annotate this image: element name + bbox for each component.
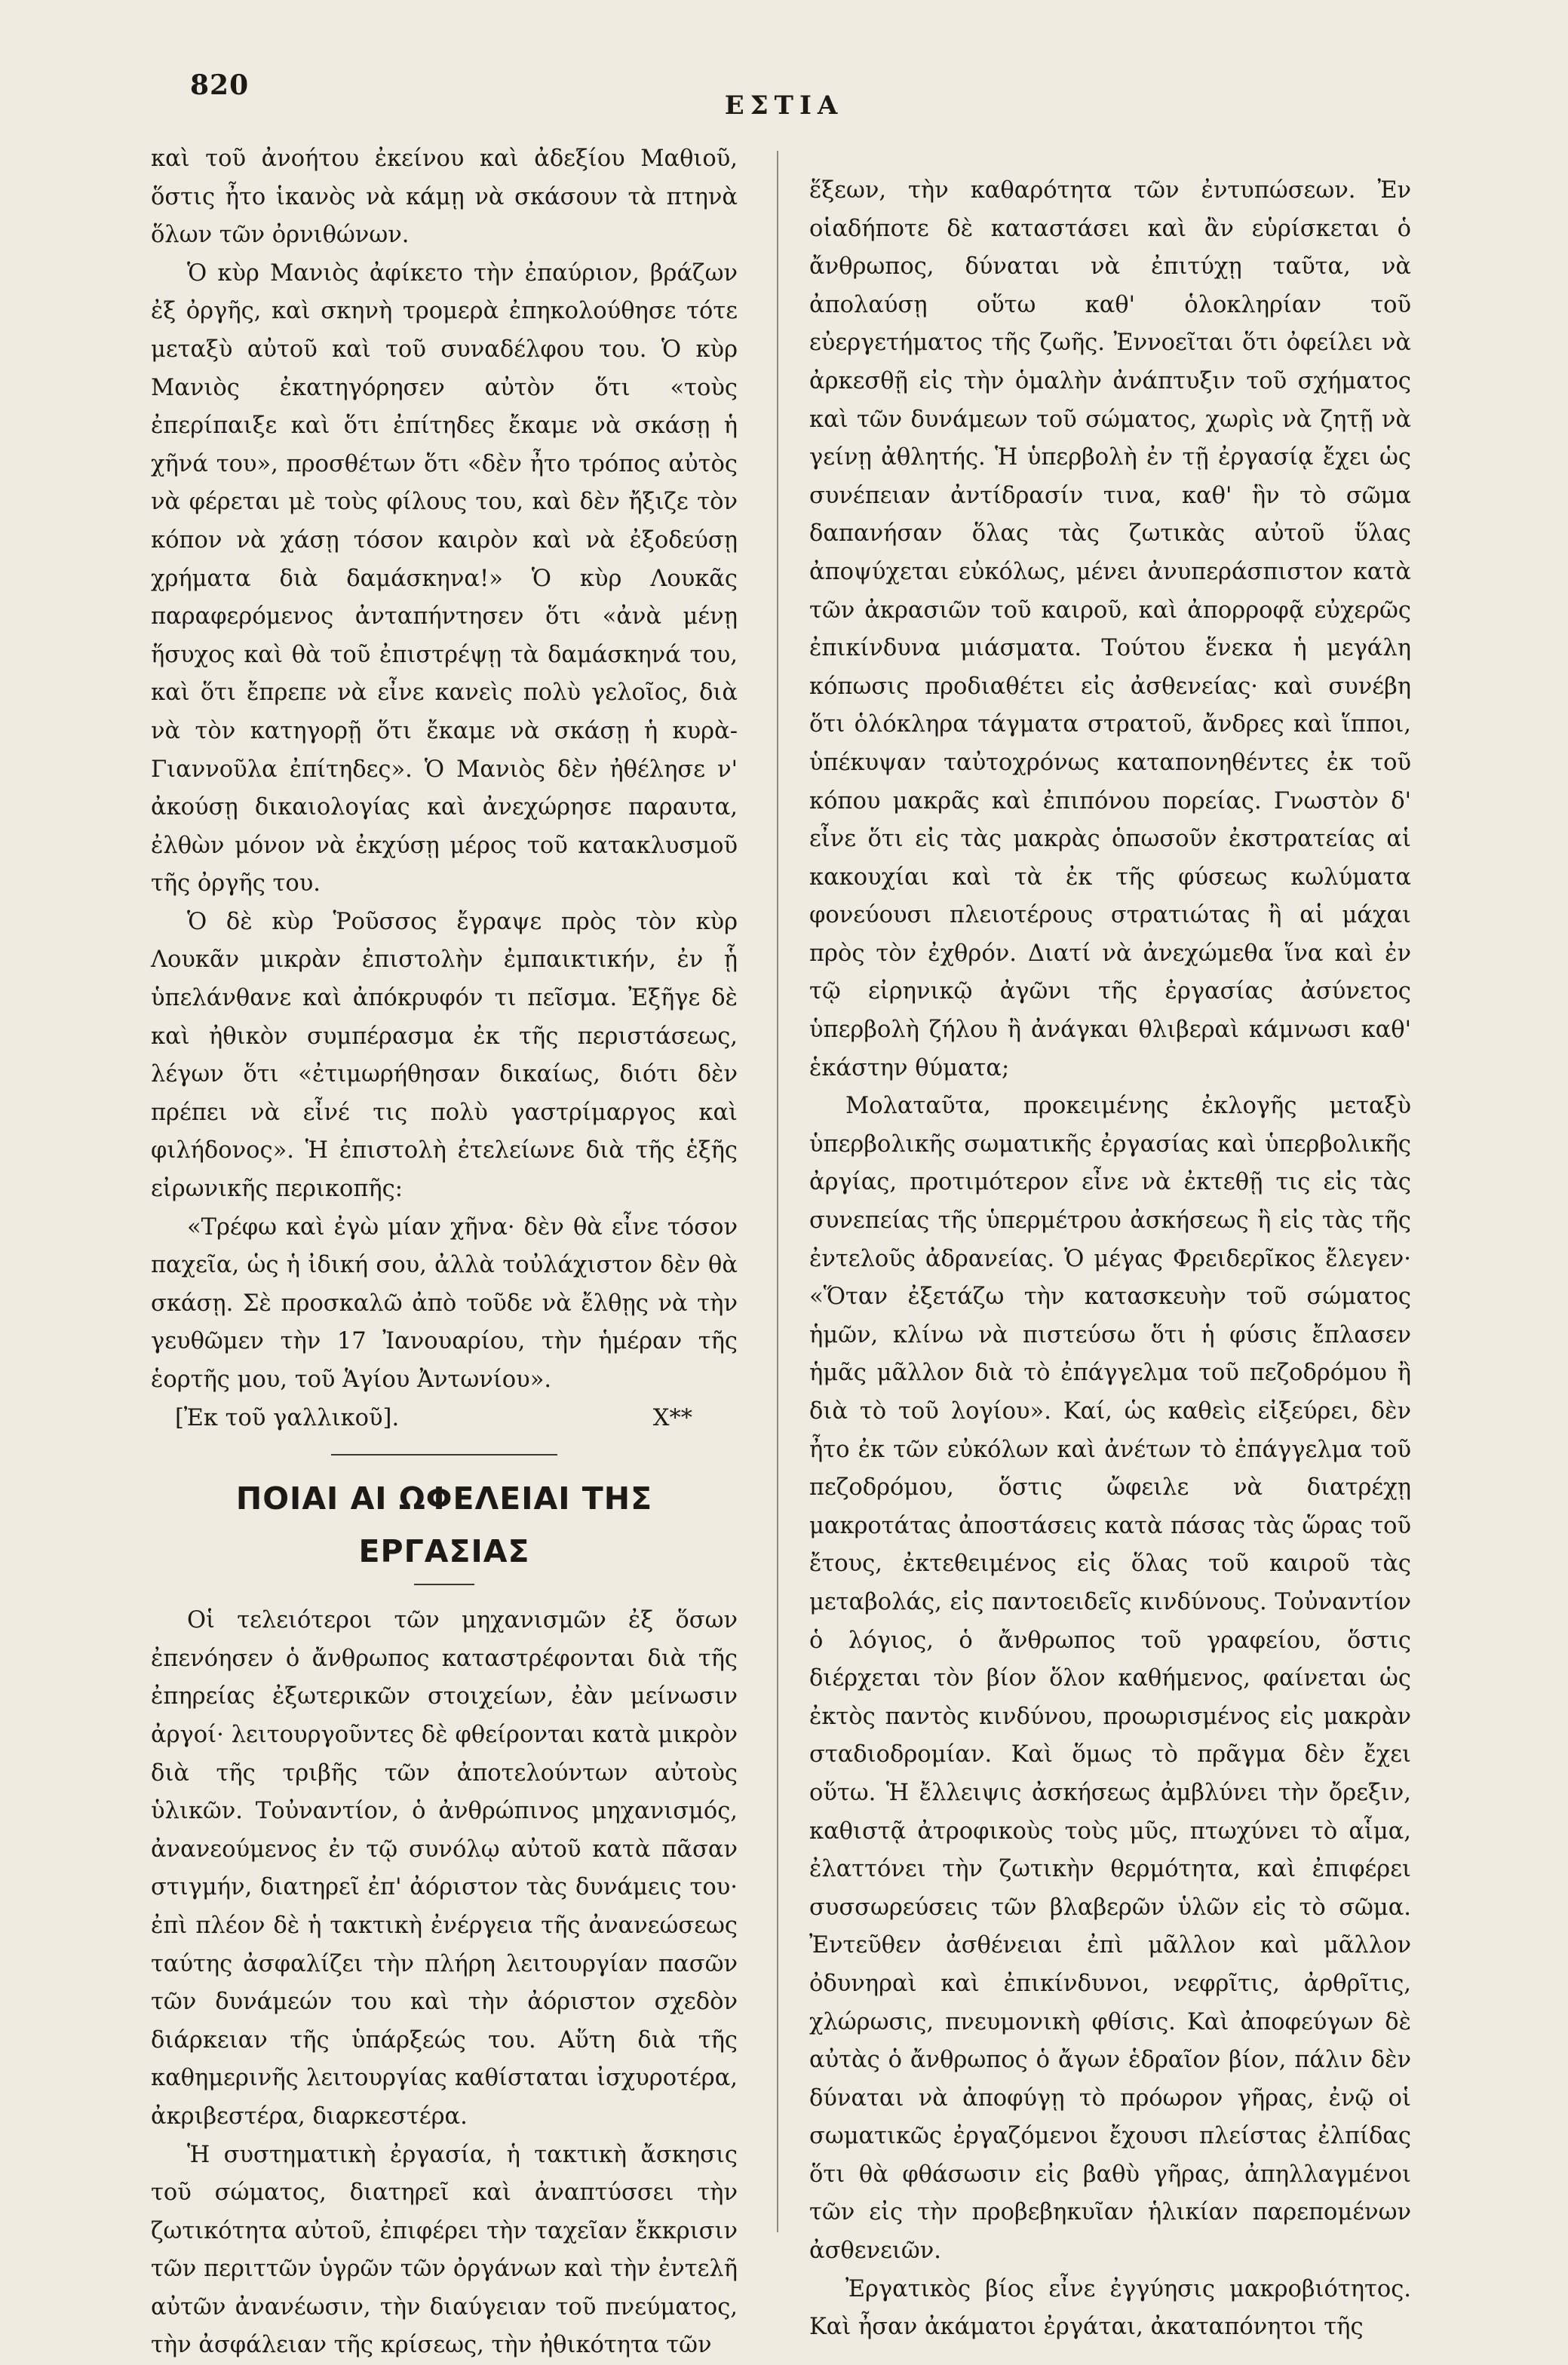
article-paragraph: Ἡ συστηματικὴ ἐργασία, ἡ τακτικὴ ἄσκησις τοῦ σώματος, διατηρεῖ καὶ ἀναπτύσσει τὴν ζωτικότητα αὐτοῦ, ἐπιφέρει τὴν ταχεῖαν ἔκκρισιν τῶν περιττῶν ὑγρῶν τῶν ὀργάνων καὶ τὴν ἐντελῆ αὐτῶν ἀνανέωσιν, τὴν διαύγειαν τοῦ πνεύματος, τὴν ἀσφάλειαν τῆς κρίσεως, τὴν ἠθικότητα τῶν [151, 2136, 738, 2365]
article-paragraph: Ἐργατικὸς βίος εἶνε ἐγγύησις μακροβιότητος. Καὶ ἦσαν ἀκάματοι ἐργάται, ἀκαταπόνητοι τῆς [809, 2271, 1411, 2347]
article-paragraph: ἕξεων, τὴν καθαρότητα τῶν ἐντυπώσεων. Ἐν οἱαδήποτε δὲ καταστάσει καὶ ἂν εὑρίσκεται ὁ ἄνθρωπος, δύναται νὰ ἐπιτύχῃ ταῦτα, νὰ ἀπολαύσῃ οὕτω καθ' ὁλοκληρίαν τοῦ εὐεργετήματος τῆς ζωῆς. Ἐννοεῖται ὅτι ὀφείλει νὰ ἀρκεσθῇ εἰς τὴν ὁμαλὴν ἀνάπτυξιν τοῦ σχήματος καὶ τῶν δυνάμεων τοῦ σώματος, χωρὶς νὰ ζητῇ νὰ γείνῃ ἀθλητής. Ἡ ὑπερβολὴ ἐν τῇ ἐργασίᾳ ἔχει ὡς συνέπειαν ἀντίδρασίν τινα, καθ' ἣν τὸ σῶμα δαπανήσαν ὅλας τὰς ζωτικὰς αὐτοῦ ὕλας ἀποψύχεται εὐκόλως, μένει ἀνυπεράσπιστον κατὰ τῶν ἀκρασιῶν τοῦ καιροῦ, καὶ ἀπορροφᾷ εὐχερῶς ἐπικίνδυνα μιάσματα. Τούτου ἕνεκα ἡ μεγάλη κόπωσις προδιαθέτει εἰς ἀσθενείας· καὶ συνέβη ὅτι ὁλόκληρα τάγματα στρατοῦ, ἄνδρες καὶ ἵπποι, ὑπέκυψαν ταὐτοχρόνως καταπονηθέντες ἐκ τοῦ κόπου μακρᾶς καὶ ἐπιπόνου πορείας. Γνωστὸν δ' εἶνε ὅτι εἰς τὰς μακρὰς ὁπωσοῦν ἐκστρατείας αἱ κακουχίαι καὶ τὰ ἐκ τῆς φύσεως κωλύματα φονεύουσι πλειοτέρους στρατιώτας ἢ αἱ μάχαι πρὸς τὸν ἐχθρόν. Διατί νὰ ἀνεχώμεθα ἵνα καὶ ἐν τῷ εἰρηνικῷ ἀγῶνι τῆς ἐργασίας ἀσύνετος ὑπερβολὴ ζήλου ἢ ἀνάγκαι θλιβεραὶ κάμνωσι καθ' ἑκάστην θύματα; [809, 172, 1411, 1087]
title-underline [414, 1584, 474, 1585]
section-divider [331, 1454, 557, 1456]
paragraph: Ὁ δὲ κὺρ Ῥοῦσσος ἔγραψε πρὸς τὸν κὺρ Λουκᾶν μικρὰν ἐπιστολὴν ἐμπαικτικήν, ἐν ᾗ ὑπελάνθανε καὶ ἀπόκρυφόν τι πεῖσμα. Ἐξῆγε δὲ καὶ ἠθικὸν συμπέρασμα ἐκ τῆς περιστάσεως, λέγων ὅτι «ἐτιμωρήθησαν δικαίως, διότι δὲν πρέπει νὰ εἶνέ τις πολὺ γαστρίμαργος καὶ φιλήδονος». Ἡ ἐπιστολὴ ἐτελείωνε διὰ τῆς ἑξῆς εἰρωνικῆς περικοπῆς: [151, 903, 738, 1209]
page-number: 820 [190, 69, 249, 101]
right-column [809, 172, 1411, 2347]
column-divider [777, 151, 778, 2232]
quoted-letter: «Τρέφω καὶ ἐγὼ μίαν χῆνα· δὲν θὰ εἶνε τόσον παχεῖα, ὡς ἡ ἰδική σου, ἀλλὰ τοὐλάχιστον δὲν θὰ σκάσῃ. Σὲ προσκαλῶ ἀπὸ τοῦδε νὰ ἔλθῃς νὰ τὴν γευθῶμεν τὴν 17 Ἰανουαρίου, τὴν ἡμέραν τῆς ἑορτῆς μου, τοῦ Ἁγίου Ἀντωνίου». [151, 1209, 738, 1400]
source-note: [Ἐκ τοῦ γαλλικοῦ]. [175, 1400, 399, 1438]
paragraph: καὶ τοῦ ἀνοήτου ἐκείνου καὶ ἀδεξίου Μαθιοῦ, ὅστις ἦτο ἱκανὸς νὰ κάμῃ νὰ σκάσουν τὰ πτηνὰ ὅλων τῶν ὀρνιθώνων. [151, 140, 738, 255]
running-head: ΕΣΤΙΑ [0, 90, 1568, 121]
article-title: ΠΟΙΑΙ ΑΙ ΩΦΕΛΕΙΑΙ ΤΗΣ ΕΡΓΑΣΙΑΣ [151, 1472, 738, 1578]
article-paragraph: Μολαταῦτα, προκειμένης ἐκλογῆς μεταξὺ ὑπερβολικῆς σωματικῆς ἐργασίας καὶ ὑπερβολικῆς ἀργίας, προτιμότερον εἶνε νὰ ἐκτεθῇ τις εἰς τὰς συνεπείας τῆς ὑπερμέτρου ἀσκήσεως ἢ εἰς τὰς τῆς ἐντελοῦς ἀδρανείας. Ὁ μέγας Φρειδερῖκος ἔλεγεν· «Ὅταν ἐξετάζω τὴν κατασκευὴν τοῦ σώματος ἡμῶν, κλίνω νὰ πιστεύσω ὅτι ἡ φύσις ἔπλασεν ἡμᾶς μᾶλλον διὰ τὸ ἐπάγγελμα τοῦ πεζοδρόμου ἢ διὰ τὸ τοῦ λογίου». Καί, ὡς καθεὶς εἰξεύρει, δὲν ἦτο ἐκ τῶν εὐκόλων καὶ ἀνέτων τὸ ἐπάγγελμα τοῦ πεζοδρόμου, ὅστις ὤφειλε νὰ διατρέχῃ μακροτάτας ἀποστάσεις κατὰ πάσας τὰς ὥρας τοῦ ἔτους, ἐκτεθειμένος εἰς ὅλας τοῦ καιροῦ τὰς μεταβολάς, εἰς παντοειδεῖς κινδύνους. Τοὐναντίον ὁ λόγιος, ὁ ἄνθρωπος τοῦ γραφείου, ὅστις διέρχεται τὸν βίον ὅλον καθήμενος, φαίνεται ὡς ἐκτὸς παντὸς κινδύνου, προωρισμένος εἰς μακρὰν σταδιοδρομίαν. Καὶ ὅμως τὸ πρᾶγμα δὲν ἔχει οὕτω. Ἡ ἔλλειψις ἀσκήσεως ἀμβλύνει τὴν ὄρεξιν, καθιστᾷ ἀτροφικοὺς τοὺς μῦς, πτωχύνει τὸ αἷμα, ἐλαττόνει τὴν ζωτικὴν θερμότητα, καὶ ἐπιφέρει συσσωρεύσεις τῶν βλαβερῶν ὑλῶν εἰς τὸ σῶμα. Ἐντεῦθεν ἀσθένειαι ἐπὶ μᾶλλον καὶ μᾶλλον ὀδυνηραὶ καὶ ἐπικίνδυνοι, νεφρῖτις, ἀρθρῖτις, χλώρωσις, πνευμονικὴ φθίσις. Καὶ ἀποφεύγων δὲ αὐτὰς ὁ ἄνθρωπος ὁ ἄγων ἑδραῖον βίον, πάλιν δὲν δύναται νὰ ἀποφύγῃ τὸ πρόωρον γῆρας, ἐνῷ οἱ σωματικῶς ἐργαζόμενοι ἔχουσι πλείστας ἐλπίδας ὅτι θὰ φθάσωσιν εἰς βαθὺ γῆρας, ἀπηλλαγμένοι τῶν εἰς τὴν προβεβηκυῖαν ἡλικίαν παρεπομένων ἀσθενειῶν. [809, 1087, 1411, 2270]
left-column [151, 140, 738, 2365]
article-paragraph: Οἱ τελειότεροι τῶν μηχανισμῶν ἐξ ὅσων ἐπενόησεν ὁ ἄνθρωπος καταστρέφονται διὰ τῆς ἐπηρείας ἐξωτερικῶν στοιχείων, ἐὰν μείνωσιν ἀργοί· λειτουργοῦντες δὲ φθείρονται κατὰ μικρὸν διὰ τῆς τριβῆς τῶν ἀποτελούντων αὐτοὺς ὑλικῶν. Τοὐναντίον, ὁ ἀνθρώπινος μηχανισμός, ἀνανεούμενος ἐν τῷ συνόλῳ αὐτοῦ κατὰ πᾶσαν στιγμήν, διατηρεῖ ἐπ' ἀόριστον τὰς δυνάμεις του· ἐπὶ πλέον δὲ ἡ τακτικὴ ἐνέργεια τῆς ἀνανεώσεως ταύτης ἀσφαλίζει τὴν πλήρη λειτουργίαν πασῶν τῶν δυνάμεών του καὶ τὴν ἀόριστον σχεδὸν διάρκειαν τῆς ὑπάρξεώς του. Αὕτη διὰ τῆς καθημερινῆς λειτουργίας καθίσταται ἰσχυροτέρα, ἀκριβεστέρα, διαρκεστέρα. [151, 1602, 738, 2136]
attribution-line [151, 1400, 738, 1438]
author-signature: X** [653, 1400, 692, 1438]
paragraph: Ὁ κὺρ Μανιὸς ἀφίκετο τὴν ἐπαύριον, βράζων ἐξ ὀργῆς, καὶ σκηνὴ τρομερὰ ἐπηκολούθησε τότε μεταξὺ αὐτοῦ καὶ τοῦ συναδέλφου του. Ὁ κὺρ Μανιὸς ἐκατηγόρησεν αὐτὸν ὅτι «τοὺς ἐπερίπαιξε καὶ ὅτι ἐπίτηδες ἔκαμε νὰ σκάσῃ ἡ χῆνά του», προσθέτων ὅτι «δὲν ἦτο τρόπος αὐτὸς νὰ φέρεται μὲ τοὺς φίλους του, καὶ δὲν ἤξιζε τὸν κόπον νὰ χάσῃ τόσον καιρὸν καὶ νὰ ἐξοδεύσῃ χρήματα διὰ δαμάσκηνα!» Ὁ κὺρ Λουκᾶς παραφερόμενος ἀνταπήντησεν ὅτι «ἀνὰ μένῃ ἥσυχος καὶ θὰ τοῦ ἐπιστρέψῃ τὰ δαμάσκηνά του, καὶ ὅτι ἔπρεπε νὰ εἶνε κανεὶς πολὺ γελοῖος, διὰ νὰ τὸν κατηγορῇ ὅτι ἔκαμε νὰ σκάσῃ ἡ κυρὰ-Γιαννοῦλα ἐπίτηδες». Ὁ Μανιὸς δὲν ἠθέλησε ν' ἀκούσῃ δικαιολογίας καὶ ἀνεχώρησε παραυτα, ἐλθὼν μόνον νὰ ἐκχύσῃ μέρος τοῦ κατακλυσμοῦ τῆς ὀργῆς του. [151, 255, 738, 903]
